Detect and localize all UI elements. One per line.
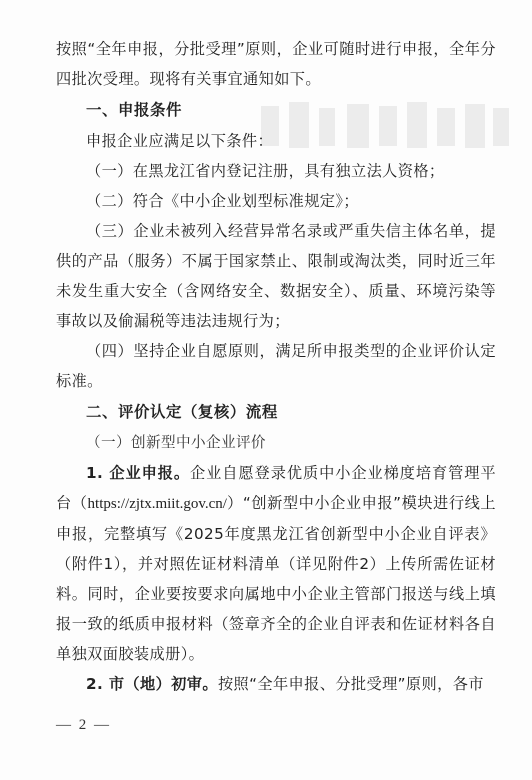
section-heading-application-conditions: 一、申报条件 <box>86 101 182 119</box>
page-number: — 2 — <box>56 717 111 733</box>
condition-2: （二）符合《中小企业划型标准规定》； <box>86 192 359 210</box>
condition-1: （一）在黑龙江省内登记注册，具有独立法人资格； <box>86 162 445 180</box>
section-heading-evaluation-process: 二、评价认定（复核）流程 <box>86 403 278 421</box>
condition-4: （四）坚持企业自愿原则，满足所申报类型的企业评价认定标准。 <box>56 342 496 390</box>
conditions-intro: 申报企业应满足以下条件： <box>86 132 274 150</box>
step-1-text-b: ）“创新型中小企业申报”模块进行线上申报，完整填写《2025年度黑龙江省创新型中小企业自评表》（附件1），并对照佐证材料清单（详见附件2）上传所需佐证材料。同时，企业要按要求向属地中小企业主管部门报送与线上填报一致的纸质申报材料（签章齐全的企业自评表和佐证材料各自单独双面胶装成册）。 <box>56 494 497 663</box>
intro-paragraph: 按照“全年申报，分批受理”原则，企业可随时进行申报，全年分四批次受理。现将有关事宜通知如下。 <box>56 40 496 88</box>
subsection-heading-innovative-sme: （一）创新型中小企业评价 <box>86 434 266 451</box>
step-city-review <box>56 669 496 699</box>
document-body <box>56 34 496 699</box>
step-1-lead: 1. 企业申报。 <box>86 464 191 482</box>
step-1-text-a: 企业自愿登录优质中小企业梯度培育管理平台（ <box>56 464 496 512</box>
condition-3: （三）企业未被列入经营异常名录或严重失信主体名单，提供的产品（服务）不属于国家禁止、限制或淘汰类，同时近三年未发生重大安全（含网络安全、数据安全）、质量、环境污染等事故以及偷漏税等违法违规行为； <box>56 222 496 330</box>
step-2-text: 按照“全年申报、分批受理”原则，各市 <box>217 675 484 693</box>
platform-url: https://zjtx.miit.gov.cn/ <box>87 496 227 512</box>
step-2-lead: 2. 市（地）初审。 <box>86 675 218 693</box>
step-enterprise-application <box>56 458 496 669</box>
